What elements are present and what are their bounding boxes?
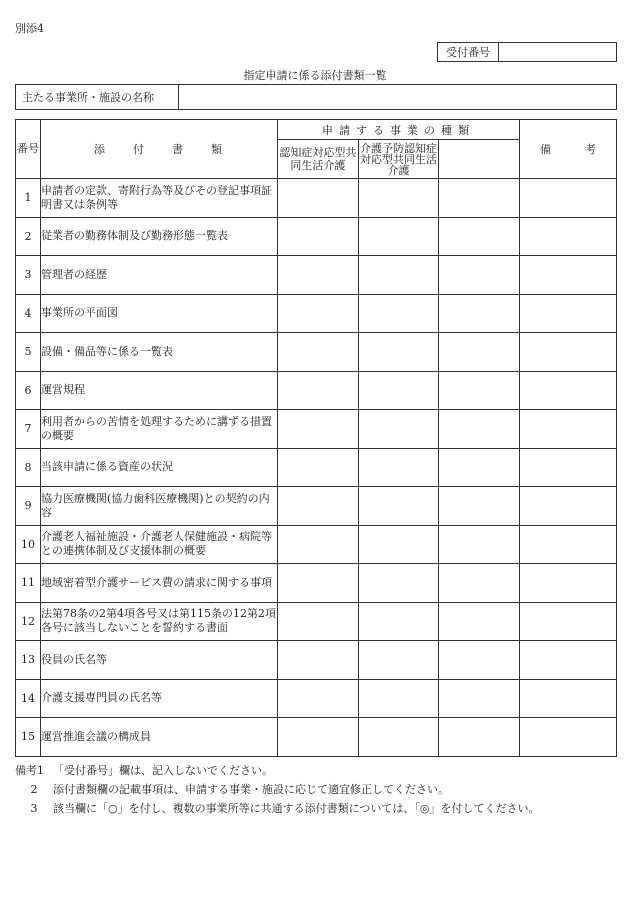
row-type-3-cell[interactable] [439, 448, 520, 487]
column-header-type-3 [439, 140, 520, 179]
note-text: 該当欄に「○」を付し、複数の事業所等に共通する添付書類については、「◎」を付してください。 [53, 802, 540, 815]
row-number: 12 [16, 602, 41, 641]
row-number: 6 [16, 371, 41, 410]
column-header-type-1: 認知症対応型共同生活介護 [278, 140, 359, 179]
row-type-3-cell[interactable] [439, 179, 520, 218]
row-remarks-cell[interactable] [520, 641, 617, 680]
row-type-1-cell[interactable] [278, 564, 359, 603]
row-remarks-cell[interactable] [520, 179, 617, 218]
row-document: 役員の氏名等 [41, 641, 278, 680]
row-type-1-cell[interactable] [278, 525, 359, 564]
row-number: 5 [16, 333, 41, 372]
attachment-documents-table [15, 119, 617, 757]
row-remarks-cell[interactable] [520, 448, 617, 487]
row-remarks-cell[interactable] [520, 410, 617, 449]
row-number: 1 [16, 179, 41, 218]
row-type-1-cell[interactable] [278, 448, 359, 487]
row-type-2-cell[interactable] [358, 602, 439, 641]
row-document: 運営推進会議の構成員 [41, 718, 278, 757]
row-type-1-cell[interactable] [278, 718, 359, 757]
row-type-3-cell[interactable] [439, 294, 520, 333]
row-type-2-cell[interactable] [358, 679, 439, 718]
row-type-1-cell[interactable] [278, 333, 359, 372]
row-type-3-cell[interactable] [439, 371, 520, 410]
table-row [16, 525, 617, 564]
row-number: 10 [16, 525, 41, 564]
row-type-3-cell[interactable] [439, 718, 520, 757]
table-row [16, 679, 617, 718]
row-type-3-cell[interactable] [439, 256, 520, 295]
note-prefix: 3 [30, 802, 38, 815]
remarks-label-part1: 備 [540, 143, 551, 156]
row-document: 事業所の平面図 [41, 294, 278, 333]
row-type-1-cell[interactable] [278, 679, 359, 718]
row-type-1-cell[interactable] [278, 487, 359, 526]
row-type-2-cell[interactable] [358, 294, 439, 333]
row-number: 2 [16, 217, 41, 256]
table-row [16, 333, 617, 372]
row-type-2-cell[interactable] [358, 371, 439, 410]
table-row [16, 217, 617, 256]
row-number: 3 [16, 256, 41, 295]
row-remarks-cell[interactable] [520, 371, 617, 410]
row-document: 地域密着型介護サービス費の請求に関する事項 [41, 564, 278, 603]
row-document: 従業者の勤務体制及び勤務形態一覧表 [41, 217, 278, 256]
row-document: 当該申請に係る資産の状況 [41, 448, 278, 487]
row-type-3-cell[interactable] [439, 679, 520, 718]
table-row [16, 718, 617, 757]
row-document: 管理者の経歴 [41, 256, 278, 295]
row-number: 4 [16, 294, 41, 333]
facility-name-box [15, 84, 617, 110]
row-type-3-cell[interactable] [439, 602, 520, 641]
row-type-2-cell[interactable] [358, 487, 439, 526]
receipt-number-label: 受付番号 [438, 43, 499, 61]
table-row [16, 410, 617, 449]
row-remarks-cell[interactable] [520, 487, 617, 526]
row-document: 介護支援専門員の氏名等 [41, 679, 278, 718]
column-header-remarks [520, 120, 617, 179]
table-row [16, 602, 617, 641]
table-row [16, 564, 617, 603]
row-type-2-cell[interactable] [358, 179, 439, 218]
column-header-documents: 添 付 書 類 [41, 120, 278, 179]
table-row [16, 371, 617, 410]
row-type-3-cell[interactable] [439, 333, 520, 372]
row-document: 利用者からの苦情を処理するために講ずる措置の概要 [41, 410, 278, 449]
remarks-label-part2: 考 [585, 143, 596, 156]
note-line [15, 761, 539, 780]
row-type-3-cell[interactable] [439, 564, 520, 603]
table-row [16, 448, 617, 487]
row-number: 11 [16, 564, 41, 603]
table-row [16, 487, 617, 526]
row-remarks-cell[interactable] [520, 294, 617, 333]
note-prefix: 2 [30, 783, 38, 796]
row-type-3-cell[interactable] [439, 487, 520, 526]
row-type-2-cell[interactable] [358, 641, 439, 680]
row-type-1-cell[interactable] [278, 641, 359, 680]
row-document: 設備・備品等に係る一覧表 [41, 333, 278, 372]
row-number: 9 [16, 487, 41, 526]
row-document: 申請者の定款、寄附行為等及びその登記事項証明書又は条例等 [41, 179, 278, 218]
row-type-2-cell[interactable] [358, 333, 439, 372]
facility-name-label: 主たる事業所・施設の名称 [16, 85, 179, 109]
row-remarks-cell[interactable] [520, 256, 617, 295]
row-document: 介護老人福祉施設・介護老人保健施設・病院等との連携体制及び支援体制の概要 [41, 525, 278, 564]
note-prefix: 備考1 [15, 764, 44, 777]
row-type-2-cell[interactable] [358, 256, 439, 295]
column-header-number: 番号 [16, 120, 41, 179]
row-type-1-cell[interactable] [278, 217, 359, 256]
row-remarks-cell[interactable] [520, 718, 617, 757]
receipt-number-box [437, 42, 617, 62]
row-type-3-cell[interactable] [439, 641, 520, 680]
row-remarks-cell[interactable] [520, 564, 617, 603]
row-type-2-cell[interactable] [358, 564, 439, 603]
notes-section [15, 761, 539, 818]
row-type-3-cell[interactable] [439, 217, 520, 256]
row-type-1-cell[interactable] [278, 371, 359, 410]
row-type-1-cell[interactable] [278, 294, 359, 333]
row-remarks-cell[interactable] [520, 602, 617, 641]
row-number: 13 [16, 641, 41, 680]
row-type-2-cell[interactable] [358, 448, 439, 487]
attachment-label: 別添4 [15, 22, 44, 35]
row-type-1-cell[interactable] [278, 602, 359, 641]
row-remarks-cell[interactable] [520, 333, 617, 372]
receipt-number-field[interactable] [499, 43, 616, 61]
note-line [15, 780, 539, 799]
column-header-type-2: 介護予防認知症対応型共同生活介護 [359, 141, 437, 177]
note-text: 添付書類欄の記載事項は、申請する事業・施設に応じて適宜修正してください。 [53, 783, 449, 796]
table-row [16, 294, 617, 333]
row-number: 8 [16, 448, 41, 487]
row-remarks-cell[interactable] [520, 217, 617, 256]
row-type-2-cell[interactable] [358, 217, 439, 256]
document-title: 指定申請に係る添付書類一覧 [243, 69, 387, 82]
column-header-service-type: 申請する事業の種類 [278, 120, 520, 140]
row-remarks-cell[interactable] [520, 525, 617, 564]
row-type-1-cell[interactable] [278, 410, 359, 449]
row-type-2-cell[interactable] [358, 718, 439, 757]
note-text: 「受付番号」欄は、記入しないでください。 [53, 764, 273, 777]
row-document: 法第78条の2第4項各号又は第115条の12第2項各号に該当しないことを誓約する書面 [41, 602, 278, 641]
row-number: 7 [16, 410, 41, 449]
row-number: 15 [16, 718, 41, 757]
row-remarks-cell[interactable] [520, 679, 617, 718]
note-line [15, 799, 539, 818]
table-row [16, 179, 617, 218]
row-type-2-cell[interactable] [358, 525, 439, 564]
row-type-1-cell[interactable] [278, 256, 359, 295]
table-row [16, 256, 617, 295]
row-document: 協力医療機関(協力歯科医療機関)との契約の内容 [41, 487, 278, 526]
row-document: 運営規程 [41, 371, 278, 410]
facility-name-field[interactable] [179, 85, 616, 109]
row-type-1-cell[interactable] [278, 179, 359, 218]
row-type-2-cell[interactable] [358, 410, 439, 449]
row-type-3-cell[interactable] [439, 525, 520, 564]
table-row [16, 641, 617, 680]
row-number: 14 [16, 679, 41, 718]
row-type-3-cell[interactable] [439, 410, 520, 449]
